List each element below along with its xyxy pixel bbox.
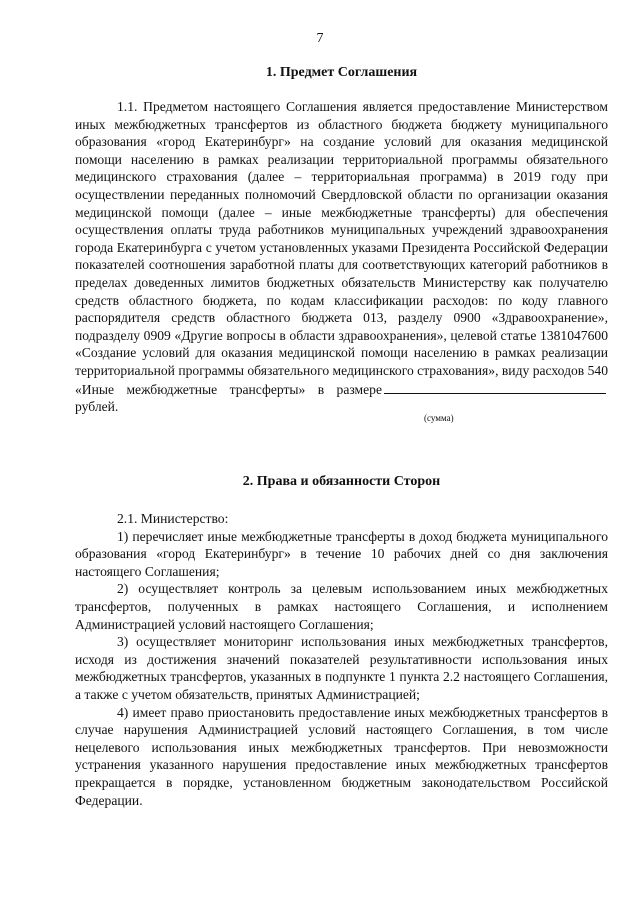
section-1-title: 1. Предмет Соглашения [265, 65, 418, 80]
obligation-item: 3) осуществляет мониторинг использования иных межбюджетных трансфертов, исходя из достижения значений показателей результативности использования иных межбюджетных трансфертов, указанных в подпункте 1 пункта 2.2 настоящего Соглашения, а также с учетом обязательств, принятых Администрацией; [75, 634, 608, 702]
amount-caption: (сумма) [424, 412, 454, 423]
section-2-title: 2. Права и обязанности Сторон [242, 474, 441, 489]
obligation-item: 4) имеет право приостановить предоставление иных межбюджетных трансфертов в случае нарушения Администрацией условий настоящего Соглашения, в том числе нецелевого использования иных межбюджетных трансфертов. При невозможности устранения указанного нарушения предоставление иных межбюджетных трансфертов прекращается в порядке, установленном бюджетным законодательством Российской Федерации. [75, 704, 608, 808]
amount-blank-line [384, 380, 606, 394]
obligation-item: 2) осуществляет контроль за целевым использованием иных межбюджетных трансфертов, полученных в рамках настоящего Соглашения, и исполнением Администрацией условий настоящего Соглашения; [75, 581, 608, 632]
section-2-intro: 2.1. Министерство: [117, 511, 229, 526]
section-1-body [75, 98, 608, 434]
section-2 [75, 473, 608, 491]
paragraph-1-1 [75, 98, 608, 416]
page-number: 7 [316, 31, 324, 46]
section-2-body [75, 510, 608, 809]
amount-suffix: рублей. [75, 399, 119, 415]
amount-caption-row [75, 412, 608, 434]
section-1 [75, 64, 608, 82]
paragraph-1-1-text: 1.1. Предметом настоящего Соглашения является предоставление Министерством иных межбюджетных трансфертов из областного бюджета бюджету муниципального образования «город Екатеринбург» на создание условий для оказания медицинской помощи населению в рамках реализации территориальной программы обязательного медицинского страхования (далее – территориальная программа) в 2019 году при осуществлении переданных полномочий Свердловской области по организации оказания медицинской помощи (далее – иные межбюджетные трансферты) для обеспечения осуществления оплаты труда работников муниципальных учреждений здравоохранения города Екатеринбурга с учетом установленных указами Президента Российской Федерации показателей соотношения заработной платы для соответствующих категорий работников в пределах доведенных лимитов бюджетных обязательств Министерству как получателю средств областного бюджета, по кодам классификации расходов: по коду главного распорядителя средств областного бюджета 013, разделу 0900 «Здравоохранение», подразделу 0909 «Другие вопросы в области здравоохранения», целевой статье 1381047600 «Создание условий для оказания медицинской помощи населению в рамках реализации территориальной программы обязательного медицинского страхования», виду расходов 540 «Иные межбюджетные трансферты» в размере [75, 99, 608, 397]
obligation-item: 1) перечисляет иные межбюджетные трансферты в доход бюджета муниципального образования «город Екатеринбург» в течение 10 рабочих дней со дня заключения настоящего Соглашения; [75, 528, 608, 579]
